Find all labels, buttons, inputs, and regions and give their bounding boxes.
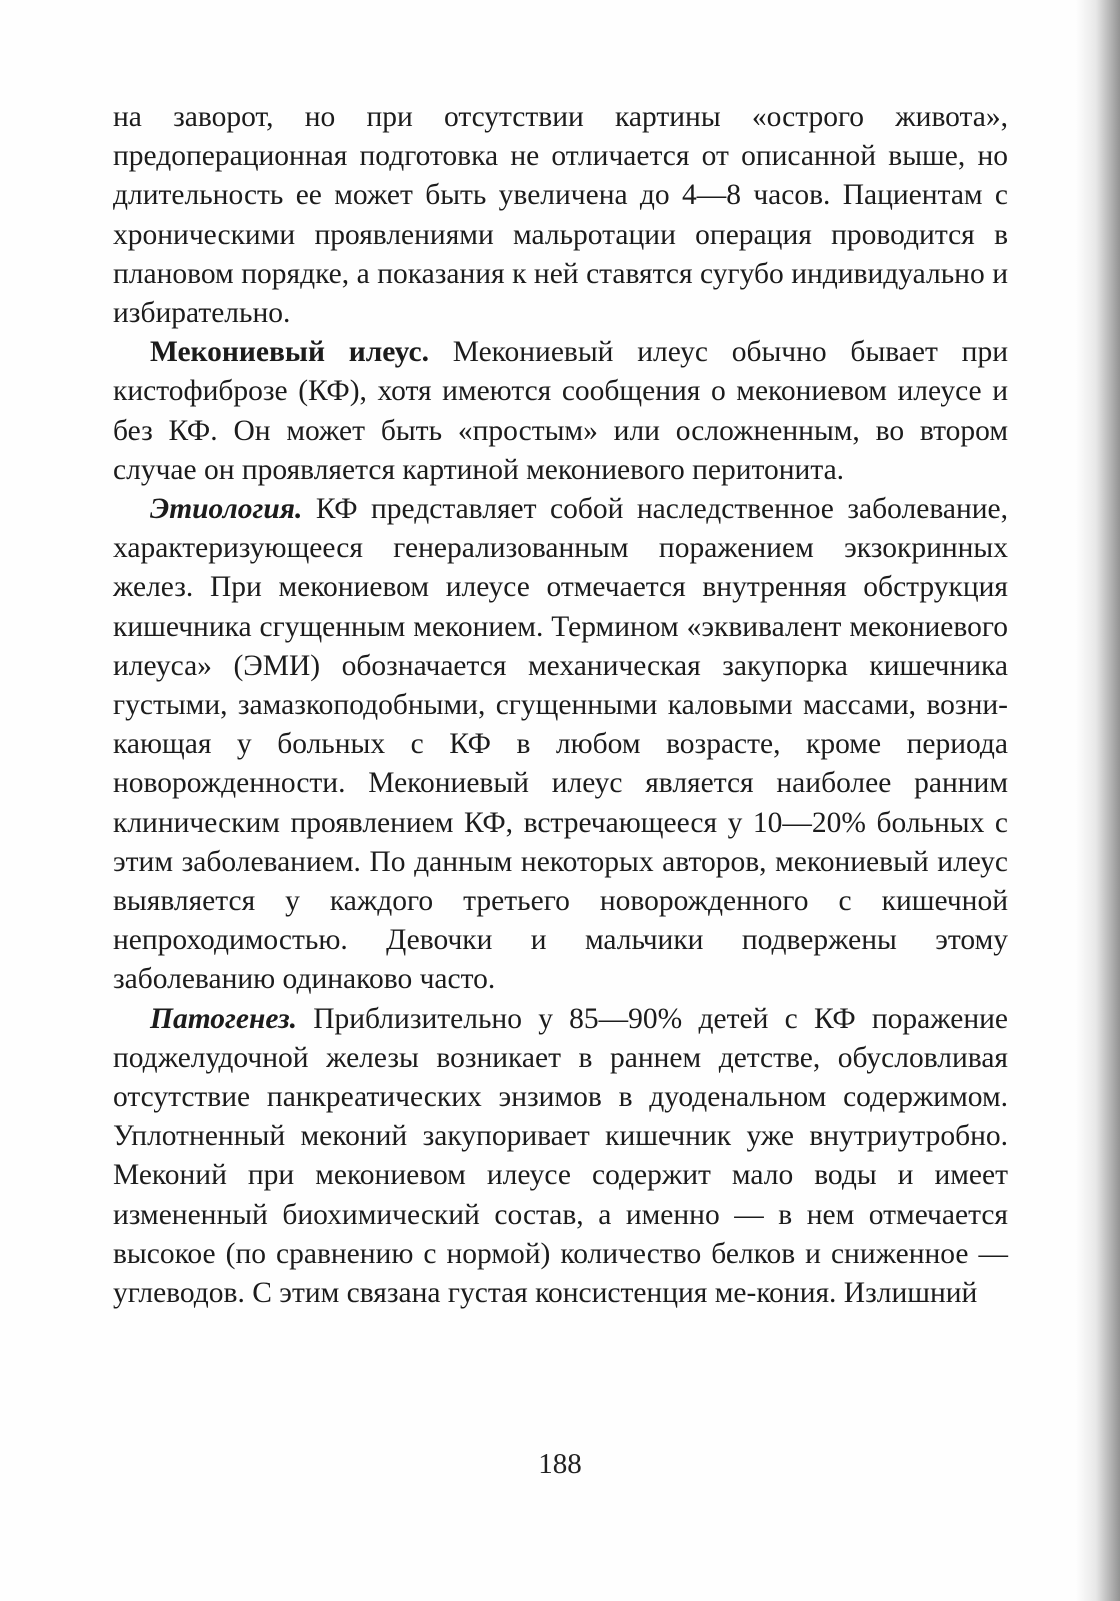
- section-heading-pathogenesis: Патогенез.: [150, 1002, 297, 1035]
- section-heading-meconium-ileus: Мекониевый илеус.: [150, 336, 429, 369]
- paragraph-text: Приблизительно у 85—90% детей с КФ поражение поджелудочной железы возникает в раннем детстве, обусловливая отсутствие панкреатических энзимов в дуоденальном содержимом. Уплотненный меконий закупоривает кишечник уже внутриутробно. Меконий при мекониевом илеусе содержит мало воды и имеет измененный биохимический состав, а именно — в нем отмечается высокое (по сравнению с нормой) количество белков и сниженное — углеводов. С этим связана густая консистенция ме-кония. Излишний: [113, 1002, 1008, 1310]
- paragraph-etiology: [113, 490, 1008, 1000]
- section-heading-etiology: Этиология.: [150, 493, 303, 526]
- body-text: [113, 98, 1008, 1313]
- paragraph-text: КФ представляет собой наследственное заболевание, характеризующееся генерализованным поражением экзокринных желез. При мекониевом илеусе отмечается внутренняя обструкция кишечника сгущенным меконием. Термином «эквивалент мекониевого илеуса» (ЭМИ) обозначается механическая закупорка кишечника густыми, замазкоподобными, сгущенными каловыми массами, возникающая у больных с КФ в любом возрасте, кроме периода новорожденности. Мекониевый илеус является наиболее ранним клиническим проявлением КФ, встречающееся у 10—20% больных с этим заболеванием. По данным некоторых авторов, мекониевый илеус выявляется у каждого третьего новорожденного с кишечной непроходимостью. Девочки и мальчики подвержены этому заболеванию одинаково часто.: [113, 493, 1008, 996]
- page-edge-shadow: [1076, 0, 1120, 1601]
- paragraph-meconium-ileus: [113, 333, 1008, 490]
- paragraph-pathogenesis: [113, 1000, 1008, 1314]
- paragraph-text: Мекониевый илеус обычно бывает при кистофиброзе (КФ), хотя имеются сообщения о мекониевом илеусе и без КФ. Он может быть «простым» или осложненным, во втором случае он проявляется картиной мекониевого перитонита.: [113, 336, 1008, 486]
- page-number: 188: [538, 1448, 582, 1480]
- paragraph-volvulus-continuation: [113, 98, 1008, 333]
- paragraph-text: на заворот, но при отсутствии картины «острого живота», предоперационная подготовка не отличается от описанной выше, но длительность ее может быть увеличена до 4—8 часов. Пациентам с хроническими проявлениями мальротации операция проводится в плановом порядке, а показания к ней ставятся сугубо индивидуально и избирательно.: [113, 101, 1008, 330]
